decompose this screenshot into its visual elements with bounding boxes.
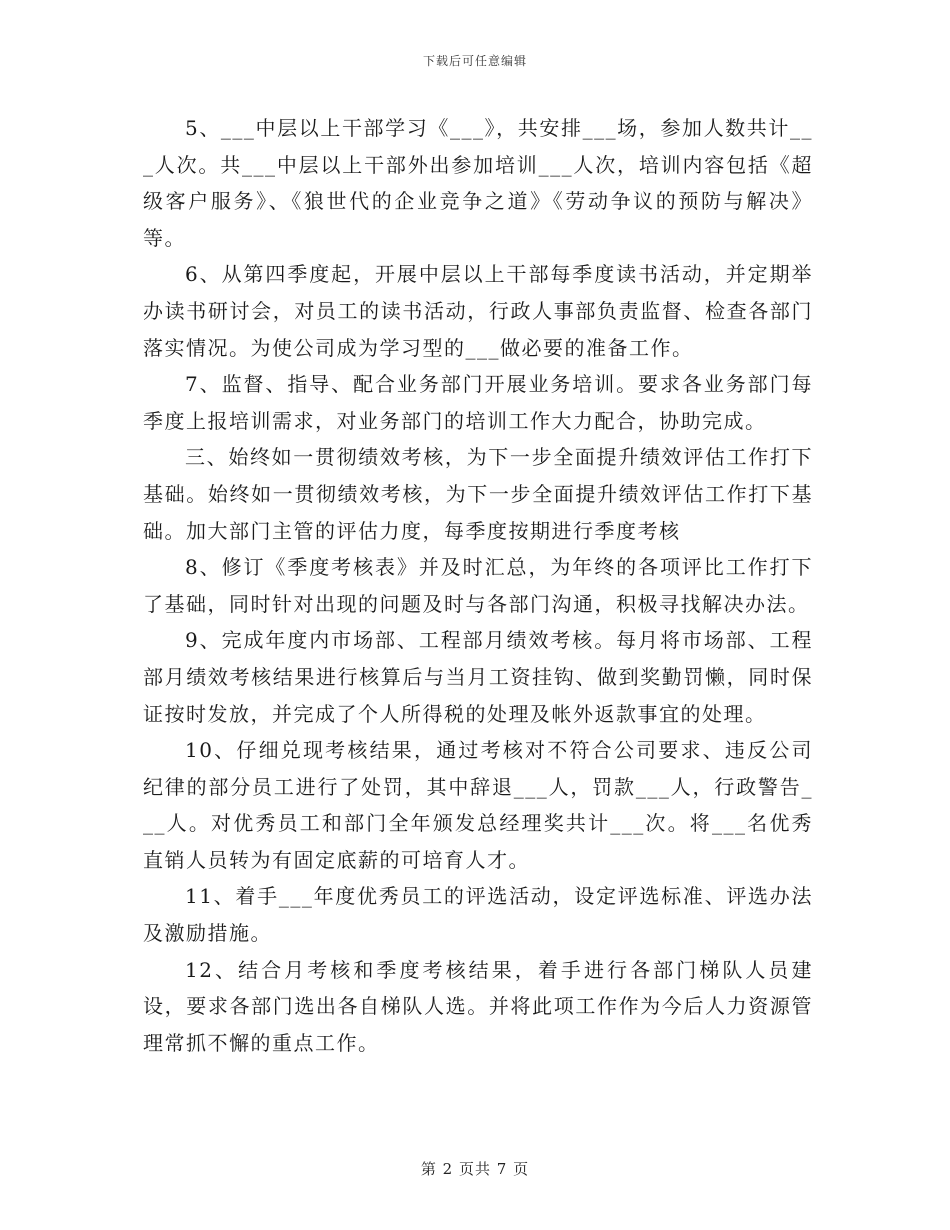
paragraph-item-10: 10、仔细兑现考核结果，通过考核对不符合公司要求、违反公司纪律的部分员工进行了处罚，其中辞退___人，罚款___人，行政警告___人。对优秀员工和部门全年颁发总经理奖共计___次。将___名优秀直销人员转为有固定底薪的可培育人才。: [143, 738, 813, 872]
page-header: 下载后可任意编辑: [422, 54, 527, 68]
paragraph-item-8: 8、修订《季度考核表》并及时汇总，为年终的各项评比工作打下了基础，同时针对出现的问题及时与各部门沟通，积极寻找解决办法。: [143, 555, 813, 616]
paragraph-item-5: 5、___中层以上干部学习《___》，共安排___场，参加人数共计___人次。共___中层以上干部外出参加培训___人次，培训内容包括《超级客户服务》、《狼世代的企业竞争之道》《劳动争议的预防与解决》等。: [143, 116, 813, 250]
paragraph-item-12: 12、结合月考核和季度考核结果，着手进行各部门梯队人员建设，要求各部门选出各自梯队人选。并将此项工作作为今后人力资源管理常抓不懈的重点工作。: [143, 957, 813, 1055]
paragraph-item-6: 6、从第四季度起，开展中层以上干部每季度读书活动，并定期举办读书研讨会，对员工的读书活动，行政人事部负责监督、检查各部门落实情况。为使公司成为学习型的___做必要的准备工作。: [143, 262, 813, 360]
page-number: 第 2 页共 7 页: [420, 1160, 530, 1178]
paragraph-item-7: 7、监督、指导、配合业务部门开展业务培训。要求各业务部门每季度上报培训需求，对业务部门的培训工作大力配合，协助完成。: [143, 372, 813, 433]
paragraph-item-11: 11、着手___年度优秀员工的评选活动，设定评选标准、评选办法及激励措施。: [143, 884, 813, 946]
section-heading-three: 三、始终如一贯彻绩效考核，为下一步全面提升绩效评估工作打下基础。始终如一贯彻绩效考核，为下一步全面提升绩效评估工作打下基础。加大部门主管的评估力度，每季度按期进行季度考核: [143, 445, 813, 543]
document-body: [143, 110, 813, 1061]
paragraph-item-9: 9、完成年度内市场部、工程部月绩效考核。每月将市场部、工程部月绩效考核结果进行核算后与当月工资挂钩、做到奖勤罚懒，同时保证按时发放，并完成了个人所得税的处理及帐外返款事宜的处理。: [143, 628, 813, 726]
